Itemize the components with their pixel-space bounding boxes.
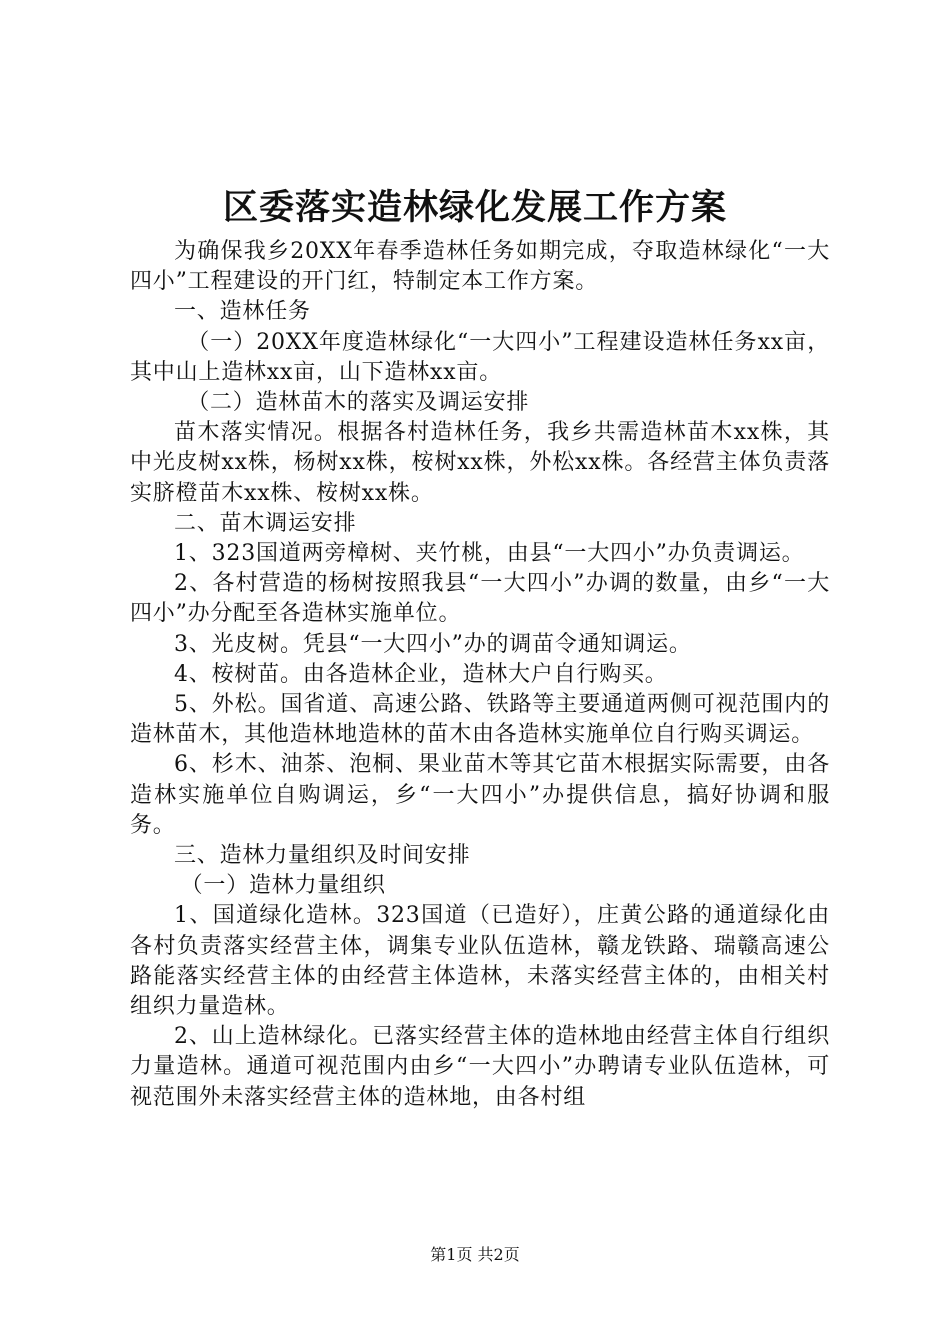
section-heading-2: 二、苗木调运安排 xyxy=(174,510,357,536)
page-footer: 第1页 共2页 xyxy=(430,1245,520,1264)
list-item-highway-greening: 1、国道绿化造林。323国道（已造好），庄黄公路的通道绿化由各村负责落实经营主体，调集专业队伍造林，赣龙铁路、瑞赣高速公路能落实经营主体的由经营主体造林，未落实经营主体的，由相关村组织力量造林。 xyxy=(130,903,830,1020)
section-heading-3: 三、造林力量组织及时间安排 xyxy=(174,843,471,869)
document-body xyxy=(130,237,830,1113)
subsection-1-1: （一）20XX年度造林绿化“一大四小”工程建设造林任务xx亩，其中山上造林xx亩，山下造林xx亩。 xyxy=(130,329,830,385)
document-title: 区委落实造林绿化发展工作方案 xyxy=(222,187,727,228)
list-item-1: 1、323国道两旁樟树、夹竹桃，由县“一大四小”办负责调运。 xyxy=(174,541,805,567)
list-item-5: 5、外松。国省道、高速公路、铁路等主要通道两侧可视范围内的造林苗木，其他造林地造林的苗木由各造林实施单位自行购买调运。 xyxy=(130,692,830,748)
subsection-3-1-heading: （一）造林力量组织 xyxy=(180,873,386,899)
subsection-1-2-heading: （二）造林苗木的落实及调运安排 xyxy=(187,390,530,416)
list-item-mountain-greening: 2、山上造林绿化。已落实经营主体的造林地由经营主体自行组织力量造林。通道可视范围内由乡“一大四小”办聘请专业队伍造林，可视范围外未落实经营主体的造林地，由各村组 xyxy=(130,1024,830,1110)
list-item-6: 6、杉木、油茶、泡桐、果业苗木等其它苗木根据实际需要，由各造林实施单位自购调运，乡“一大四小”办提供信息，搞好协调和服务。 xyxy=(130,752,830,838)
list-item-3: 3、光皮树。凭县“一大四小”办的调苗令通知调运。 xyxy=(174,631,692,657)
paragraph-seedlings: 苗木落实情况。根据各村造林任务，我乡共需造林苗木xx株，其中光皮树xx株，杨树xx株，桉树xx株，外松xx株。各经营主体负责落实脐橙苗木xx株、桉树xx株。 xyxy=(130,420,830,506)
paragraph-intro: 为确保我乡20XX年春季造林任务如期完成，夺取造林绿化“一大四小”工程建设的开门红，特制定本工作方案。 xyxy=(130,239,830,295)
list-item-2: 2、各村营造的杨树按照我县“一大四小”办调的数量，由乡“一大四小”办分配至各造林实施单位。 xyxy=(130,571,830,627)
section-heading-1: 一、造林任务 xyxy=(174,299,311,325)
list-item-4: 4、桉树苗。由各造林企业，造林大户自行购买。 xyxy=(174,661,668,687)
